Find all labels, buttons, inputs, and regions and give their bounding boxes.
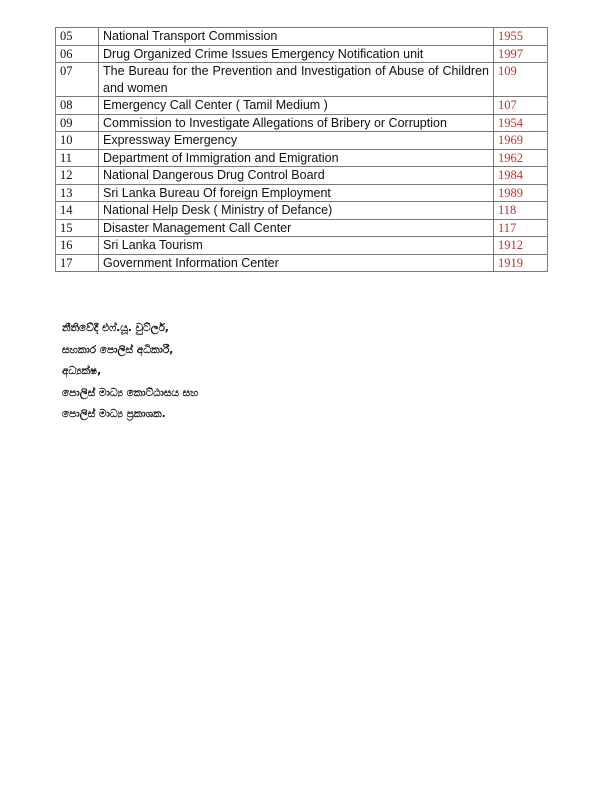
service-name-cell: National Transport Commission [99,28,494,46]
signature-line-division: පොලිස් මාධ්‍ය කොට්ඨාසය සහ [62,386,199,399]
hotline-number-cell: 1912 [494,237,548,255]
hotline-number-cell: 118 [494,202,548,220]
signature-block [62,318,198,426]
hotline-number-cell: 1962 [494,149,548,167]
service-name-cell: Department of Immigration and Emigration [99,149,494,167]
table-row [56,219,548,237]
row-number-cell: 13 [56,184,99,202]
hotline-number-cell: 1989 [494,184,548,202]
table-row [56,184,548,202]
table-row [56,28,548,46]
service-name-cell: Drug Organized Crime Issues Emergency Notification unit [99,45,494,63]
hotline-number-cell: 1919 [494,254,548,272]
hotline-number-cell: 1954 [494,114,548,132]
table-row [56,167,548,185]
emergency-numbers-table [55,27,548,272]
service-name-cell: The Bureau for the Prevention and Investigation of Abuse of Children and women [99,63,494,97]
service-name-cell: Sri Lanka Tourism [99,237,494,255]
service-name-cell: Commission to Investigate Allegations of Bribery or Corruption [99,114,494,132]
row-number-cell: 06 [56,45,99,63]
service-name-cell: Sri Lanka Bureau Of foreign Employment [99,184,494,202]
row-number-cell: 14 [56,202,99,220]
table-row [56,97,548,115]
row-number-cell: 05 [56,28,99,46]
table-row [56,114,548,132]
service-name-cell: Government Information Center [99,254,494,272]
hotline-number-cell: 1969 [494,132,548,150]
table-row [56,149,548,167]
row-number-cell: 16 [56,237,99,255]
row-number-cell: 12 [56,167,99,185]
table-body [56,28,548,272]
row-number-cell: 09 [56,114,99,132]
hotline-number-cell: 1955 [494,28,548,46]
hotline-number-cell: 1997 [494,45,548,63]
table-row [56,237,548,255]
row-number-cell: 08 [56,97,99,115]
row-number-cell: 17 [56,254,99,272]
signature-line-name: නීතිවේදී එෆ්.යූ. වුට්ලර්, [62,322,169,334]
service-name-cell: National Dangerous Drug Control Board [99,167,494,185]
hotline-number-cell: 117 [494,219,548,237]
table-row [56,45,548,63]
table-row [56,132,548,150]
signature-line-title: පොලිස් මාධ්‍ය ප්‍රකාශක. [62,408,166,420]
service-name-cell: Disaster Management Call Center [99,219,494,237]
service-name-cell: National Help Desk ( Ministry of Defance) [99,202,494,220]
hotline-number-cell: 1984 [494,167,548,185]
table-row [56,254,548,272]
signature-line-role: අධ්‍යක්ෂ, [62,365,102,377]
service-name-cell: Emergency Call Center ( Tamil Medium ) [99,97,494,115]
row-number-cell: 15 [56,219,99,237]
hotline-number-cell: 109 [494,63,548,97]
row-number-cell: 11 [56,149,99,167]
table-row [56,63,548,97]
signature-line-rank: සහකාර පොලිස් අධිකාරී, [62,343,174,356]
service-name-cell: Expressway Emergency [99,132,494,150]
row-number-cell: 07 [56,63,99,97]
table-row [56,202,548,220]
hotline-number-cell: 107 [494,97,548,115]
row-number-cell: 10 [56,132,99,150]
